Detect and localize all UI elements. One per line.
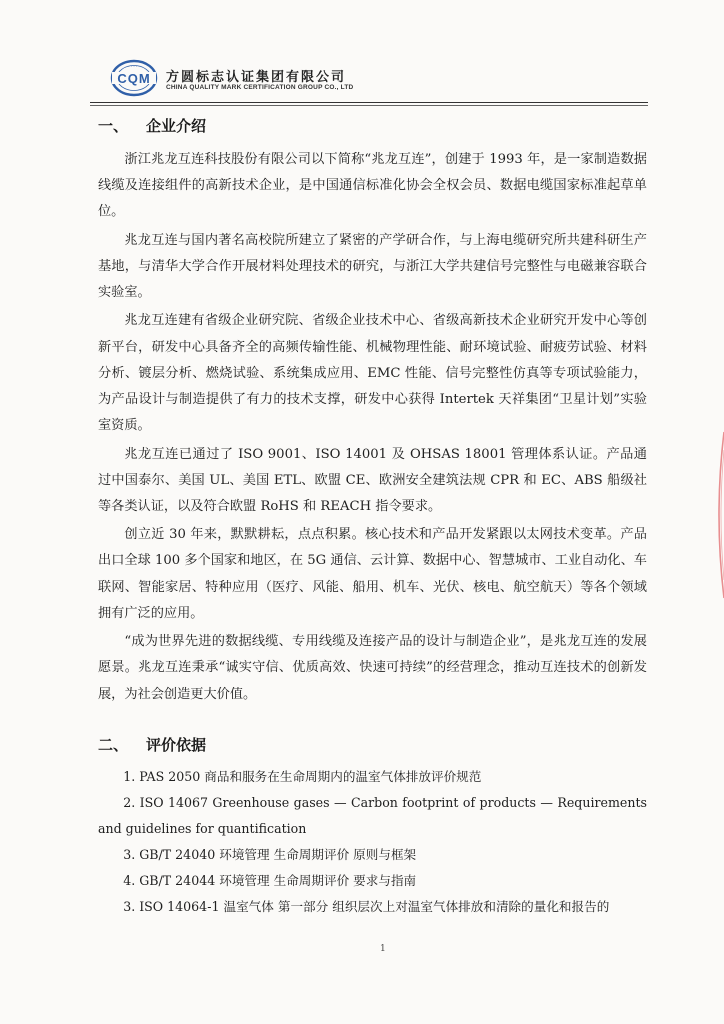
reference-item: 2. ISO 14067 Greenhouse gases — Carbon footprint of products — Requirements and guidelines for quantification bbox=[98, 795, 647, 836]
svg-text:CQM: CQM bbox=[117, 71, 151, 86]
section-title: 企业介绍 bbox=[146, 117, 207, 135]
intro-paragraph: “成为世界先进的数据线缆、专用线缆及连接产品的设计与制造企业”，是兆龙互连的发展愿景。兆龙互连秉承“诚实守信、优质高效、快速可持续”的经营理念，推动互连技术的创新发展，为社会创造更大价值。 bbox=[98, 634, 647, 702]
intro-paragraph: 兆龙互连与国内著名高校院所建立了紧密的产学研合作，与上海电缆研究所共建科研生产基地，与清华大学合作开展材料处理技术的研究，与浙江大学共建信号完整性与电磁兼容联合实验室。 bbox=[98, 232, 647, 301]
header-divider bbox=[90, 102, 648, 103]
section-title: 评价依据 bbox=[146, 736, 207, 754]
intro-paragraph: 兆龙互连建有省级企业研究院、省级企业技术中心、省级高新技术企业研究开发中心等创新平台，研发中心具备齐全的高频传输性能、机械物理性能、耐环境试验、耐疲劳试验、材料分析、镀层分析、燃烧试验、系统集成应用、EMC 性能、信号完整性仿真等专项试验能力，为产品设计与制造提供了有力的技术支撑，研发中心获得 Intertek 天祥集团“卫星计划”实验室资质。 bbox=[98, 313, 647, 434]
header-divider-thin bbox=[90, 105, 648, 106]
reference-item: 3. GB/T 24040 环境管理 生命周期评价 原则与框架 bbox=[123, 847, 417, 862]
section-heading-company-intro bbox=[98, 115, 206, 136]
section-number: 二、 bbox=[98, 736, 129, 754]
svg-text:· · · · ·: · · · · · bbox=[128, 64, 140, 69]
cqm-logo bbox=[108, 58, 160, 98]
company-name-en: CHINA QUALITY MARK CERTIFICATION GROUP CO., LTD bbox=[166, 84, 354, 91]
reference-item: 3. ISO 14064-1 温室气体 第一部分 组织层次上对温室气体排放和清除的量化和报告的 bbox=[123, 899, 610, 914]
reference-list bbox=[98, 764, 647, 920]
company-name-cn: 方圆标志认证集团有限公司 bbox=[166, 70, 347, 85]
company-intro-body bbox=[98, 147, 647, 710]
section-number: 一、 bbox=[98, 117, 129, 135]
reference-item: 4. GB/T 24044 环境管理 生命周期评价 要求与指南 bbox=[123, 873, 417, 888]
intro-paragraph: 浙江兆龙互连科技股份有限公司以下简称“兆龙互连”，创建于 1993 年，是一家制造数据线缆及连接组件的高新技术企业，是中国通信标准化协会全权会员、数据电缆国家标准起草单位。 bbox=[98, 152, 647, 220]
section-heading-evaluation-basis bbox=[98, 734, 206, 755]
intro-paragraph: 创立近 30 年来，默默耕耘，点点积累。核心技术和产品开发紧跟以太网技术变革。产品出口全球 100 多个国家和地区，在 5G 通信、云计算、数据中心、智慧城市、工业自动化、车联网、智能家居、特种应用（医疗、风能、船用、机车、光伏、核电、航空航天）等各个领域拥有广泛的应用。 bbox=[98, 527, 647, 621]
reference-item: 1. PAS 2050 商品和服务在生命周期内的温室气体排放评价规范 bbox=[123, 769, 482, 784]
page-number: 1 bbox=[380, 944, 386, 954]
intro-paragraph: 兆龙互连已通过了 ISO 9001、ISO 14001 及 OHSAS 18001 管理体系认证。产品通过中国泰尔、美国 UL、美国 ETL、欧盟 CE、欧洲安全建筑法规 CPR 和 EC、ABS 船级社等各类认证，以及符合欧盟 RoHS 和 REACH 指令要求。 bbox=[98, 446, 647, 514]
seal-stamp-edge bbox=[712, 430, 724, 600]
